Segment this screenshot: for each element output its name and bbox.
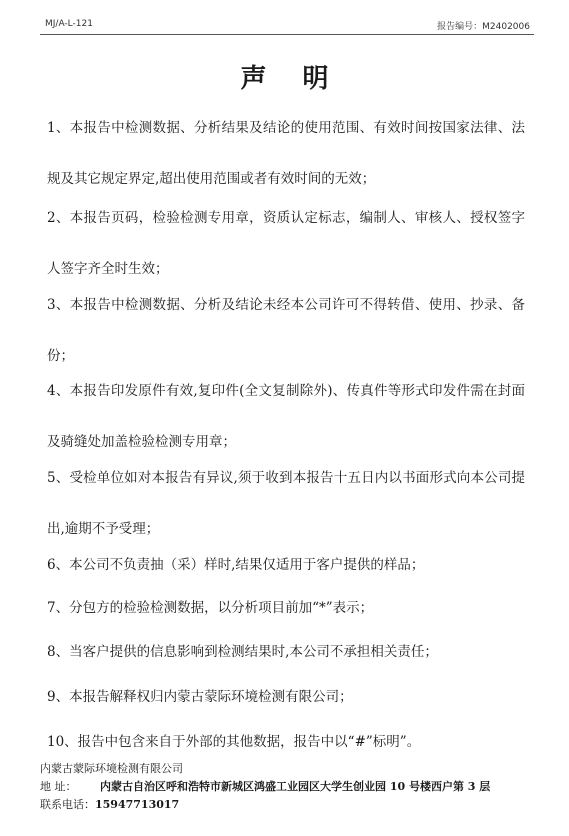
statement-item-9: 9、本报告解释权归内蒙古蒙际环境检测有限公司； (47, 689, 353, 705)
statement-item-1: 1、本报告中检测数据、分析结果及结论的使用范围、有效时间按国家法律、法规及其它规定界定,超出使用范围或者有效时间的无效； (47, 120, 525, 187)
statement-item-2: 2、本报告页码，检验检测专用章，资质认定标志，编制人、审核人、授权签字人签字齐全时生效； (47, 210, 525, 277)
statement-item-10: 10、报告中包含来自于外部的其他数据，报告中以“#”标明”。 (47, 734, 421, 750)
footer-phone: 15947713017 (95, 798, 180, 811)
footer-address-line (40, 778, 540, 796)
statement-item-8: 8、当客户提供的信息影响到检测结果时,本公司不承担相关责任； (47, 644, 438, 660)
footer-phone-line (40, 796, 540, 814)
footer-address: 内蒙古自治区呼和浩特市新城区鸿盛工业园区大学生创业园 10 号楼西户第 3 层 (100, 780, 491, 793)
footer-phone-label: 联系电话： (40, 798, 95, 811)
statement-item-5: 5、受检单位如对本报告有异议,须于收到本报告十五日内以书面形式向本公司提出,逾期不予受理； (47, 470, 525, 537)
document-code: MJ/A-L-121 (45, 19, 93, 29)
footer-company-name: 内蒙古蒙际环境检测有限公司 (40, 762, 183, 775)
statement-item-6: 6、本公司不负责抽（采）样时,结果仅适用于客户提供的样品； (47, 557, 425, 573)
statement-item-7: 7、分包方的检验检测数据，以分析项目前加“*”表示； (47, 600, 374, 616)
report-number: 报告编号：M2402006 (437, 22, 530, 32)
page-title: 声明 (240, 64, 365, 94)
statement-item-4: 4、本报告印发原件有效,复印件(全文复制除外)、传真件等形式印发件需在封面及骑缝处加盖检验检测专用章； (47, 383, 525, 450)
statement-item-3: 3、本报告中检测数据、分析及结论未经本公司许可不得转借、使用、抄录、备份； (47, 297, 525, 364)
footer-address-label: 地 址： (40, 780, 77, 793)
company-footer (40, 760, 540, 814)
header-divider (40, 34, 534, 35)
